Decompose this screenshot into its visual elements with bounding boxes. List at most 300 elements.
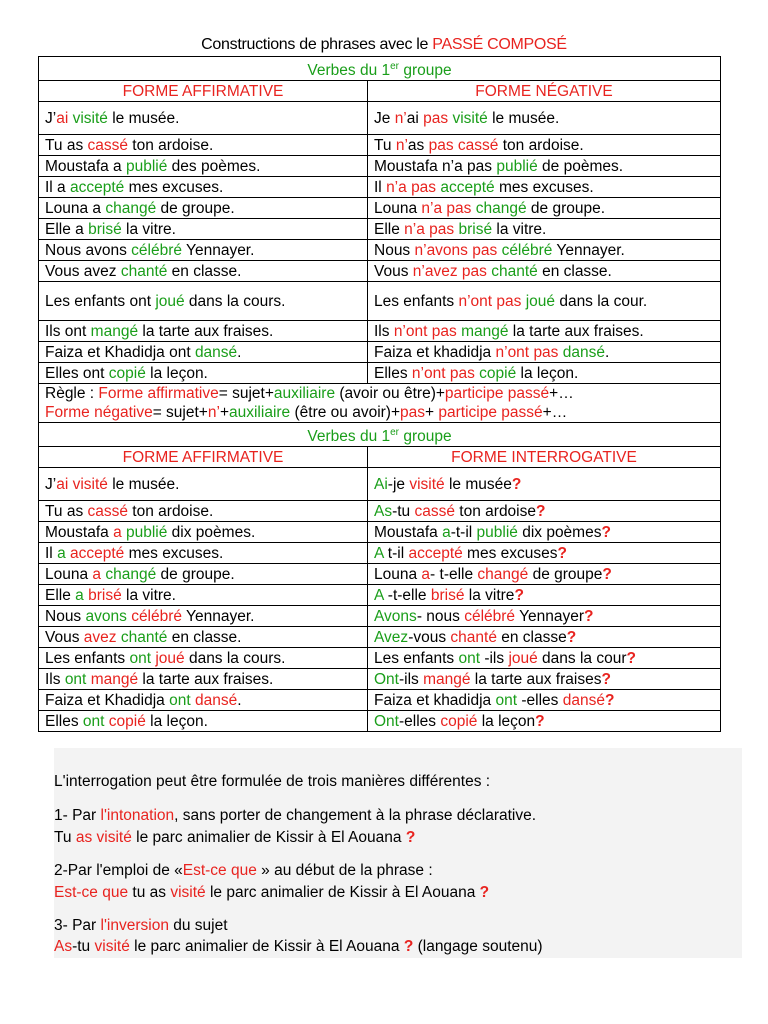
text-segment: Moustafa a [45, 157, 126, 175]
text-segment: la tarte aux fraises. [138, 670, 274, 688]
text-segment: a [75, 586, 84, 604]
text-segment: Yennayer [515, 607, 585, 625]
text-segment: mangé [90, 322, 139, 340]
negative-row [39, 177, 721, 198]
text-segment: des poèmes. [167, 157, 261, 175]
text-segment: dansé [194, 343, 238, 361]
col-header-negative: FORME NÉGATIVE [368, 81, 721, 102]
text-segment: a [113, 523, 122, 541]
negative-cell-right [368, 261, 721, 282]
text-segment: pas [449, 364, 475, 382]
text-segment: ont [169, 691, 191, 709]
interrogative-cell-left [39, 585, 368, 606]
interrogative-cell-left [39, 606, 368, 627]
text-segment: publié [126, 157, 168, 175]
page-title: Constructions de phrases avec le PASSÉ COMPOSÉ [201, 36, 567, 53]
text-segment: Ont [374, 670, 399, 688]
text-segment: Forme négative [45, 404, 153, 422]
interrogative-cell-left [39, 690, 368, 711]
text-segment: célébré [501, 241, 553, 259]
text-segment: Nous [45, 607, 86, 625]
text-segment: Louna [374, 565, 422, 583]
text-segment: accepté [440, 178, 495, 196]
note-p1-example [54, 828, 415, 848]
interrogative-cell-left [39, 468, 368, 501]
text-segment: Les enfants ont [45, 292, 156, 310]
text-segment: 1- Par [54, 807, 101, 824]
section-heading: Verbes du 1er groupe [39, 423, 721, 447]
text-segment: publié [126, 523, 168, 541]
text-segment: Elles ont [45, 364, 109, 382]
text-segment: n’ [207, 404, 220, 422]
text-segment: Elle [374, 220, 405, 238]
text-segment: n’ [394, 109, 407, 127]
interrogative-cell-left [39, 522, 368, 543]
text-segment: Nous avons [45, 241, 132, 259]
text-segment: A [374, 544, 384, 562]
text-segment: cassé [87, 136, 128, 154]
text-segment: changé [477, 565, 529, 583]
negative-cell-left [39, 135, 368, 156]
text-segment: -elles [517, 691, 563, 709]
text-segment: de groupe [528, 565, 603, 583]
negative-cell-left [39, 282, 368, 321]
negative-cell-right [368, 177, 721, 198]
text-segment: joué [525, 292, 556, 310]
interrogative-row [39, 690, 721, 711]
text-segment: Moustafa [374, 523, 443, 541]
text-segment: ? [536, 502, 546, 520]
text-segment: chanté [450, 628, 497, 646]
text-segment: visité [94, 938, 130, 955]
interrogative-cell-right [368, 669, 721, 690]
column-headers [39, 447, 721, 468]
text-segment: l'inversion [100, 917, 169, 934]
text-segment: joué [155, 649, 185, 667]
text-segment: Elles [374, 364, 412, 382]
interrogative-cell-right [368, 564, 721, 585]
text-segment: = sujet+ [152, 404, 208, 422]
text-segment: la tarte aux fraises. [138, 322, 274, 340]
text-segment: , sans porter de changement à la phrase déclarative. [174, 807, 537, 824]
interrogative-cell-left [39, 627, 368, 648]
text-segment: pas [496, 292, 522, 310]
text-segment: visité [72, 475, 108, 493]
note-p2-title [54, 861, 433, 881]
text-segment: copié [479, 364, 517, 382]
text-segment: + [425, 404, 439, 422]
text-segment: Règle : [45, 385, 99, 403]
text-segment: le parc animalier de Kissir à El Aouana [129, 938, 404, 955]
interrogative-cell-right [368, 711, 721, 732]
text-segment: Tu as [45, 136, 88, 154]
text-segment: L'interrogation peut être formulée de trois manières différentes : [54, 773, 491, 790]
text-segment: ton ardoise. [128, 136, 214, 154]
text-segment: la leçon. [145, 364, 208, 382]
text-segment: brisé [88, 220, 122, 238]
text-segment: en classe. [167, 628, 242, 646]
interrogative-row [39, 606, 721, 627]
text-segment: a [57, 544, 66, 562]
text-segment: Faiza et Khadidja ont [45, 343, 195, 361]
text-segment: ai [56, 475, 69, 493]
negative-cell-left [39, 198, 368, 219]
negative-cell-left [39, 240, 368, 261]
text-segment: visité [452, 109, 488, 127]
text-segment: n’avez [412, 262, 458, 280]
text-segment: cassé [457, 136, 499, 154]
text-segment: ont [495, 691, 518, 709]
text-segment: dix poèmes [517, 523, 602, 541]
text-segment: ont [129, 649, 152, 667]
text-segment: Tu as [45, 502, 88, 520]
interrogative-cell-right [368, 606, 721, 627]
negative-cell-right [368, 156, 721, 177]
negative-cell-left [39, 342, 368, 363]
negative-row [39, 219, 721, 240]
text-segment: la vitre. [492, 220, 547, 238]
text-segment: n’a [421, 199, 443, 217]
text-segment: visité [170, 884, 206, 901]
text-segment: - nous [416, 607, 465, 625]
text-segment: Ils [374, 322, 394, 340]
text-segment: participe passé [438, 404, 543, 422]
text-segment: ? [626, 649, 636, 667]
text-segment: avons [85, 607, 127, 625]
negative-row [39, 102, 721, 135]
text-segment: - t-elle [430, 565, 478, 583]
text-segment: de poèmes. [537, 157, 624, 175]
text-segment: 2-Par l'emploi de « [54, 862, 183, 879]
note-p1-title [54, 806, 536, 826]
text-segment: mes excuses. [494, 178, 594, 196]
negative-cell-left [39, 219, 368, 240]
text-segment: la leçon. [516, 364, 579, 382]
text-segment: ? [557, 544, 567, 562]
negative-row [39, 342, 721, 363]
text-segment: copié [108, 712, 146, 730]
text-segment: ont [64, 670, 87, 688]
text-segment: célébré [131, 607, 183, 625]
rule-line-affirmative [45, 384, 714, 403]
text-segment: ? [405, 829, 416, 846]
interrogative-row [39, 468, 721, 501]
interrogative-row [39, 585, 721, 606]
negative-cell-right [368, 219, 721, 240]
text-segment: Moustafa n’a pas [374, 157, 497, 175]
text-segment: n’ont [458, 292, 493, 310]
text-segment: Vous [374, 262, 413, 280]
negative-row [39, 261, 721, 282]
negative-cell-left [39, 102, 368, 135]
text-segment: joué [508, 649, 538, 667]
text-segment: n’ont [495, 343, 530, 361]
text-segment: célébré [464, 607, 516, 625]
text-segment: Elle a [45, 220, 89, 238]
text-segment: Est-ce que [182, 862, 257, 879]
text-segment: pas [429, 220, 455, 238]
text-segment: visité [72, 109, 108, 127]
col-header-affirmative: FORME AFFIRMATIVE [39, 81, 368, 102]
text-segment: Il a [45, 178, 70, 196]
negative-cell-right [368, 102, 721, 135]
text-segment: (avoir ou être)+ [335, 385, 445, 403]
text-segment: dans la cour. [555, 292, 648, 310]
text-segment: ? [604, 691, 615, 709]
text-segment: -ils [398, 670, 424, 688]
text-segment: brisé [430, 586, 465, 604]
text-segment: Faiza et Khadidja [45, 691, 170, 709]
text-segment: J’ [45, 475, 57, 493]
interrogative-row [39, 627, 721, 648]
text-segment: . [604, 343, 610, 361]
negative-row [39, 363, 721, 384]
text-segment: As [54, 938, 73, 955]
text-segment: en classe. [537, 262, 612, 280]
interrogative-cell-left [39, 501, 368, 522]
text-segment: -tu [72, 938, 95, 955]
text-segment: ? [584, 607, 594, 625]
text-segment: pas [472, 241, 498, 259]
text-segment: as visité [75, 829, 132, 846]
text-segment: Ai [374, 475, 388, 493]
interrogative-row [39, 711, 721, 732]
text-segment: ? [511, 475, 522, 493]
text-segment: (être ou avoir)+ [290, 404, 401, 422]
text-segment: mangé [461, 322, 509, 340]
text-segment: As [374, 502, 393, 520]
text-segment: Yennayer. [552, 241, 625, 259]
text-segment: mangé [90, 670, 139, 688]
text-segment: n’ont [411, 364, 446, 382]
interrogative-cell-right [368, 690, 721, 711]
text-segment: -t-elle [383, 586, 431, 604]
text-segment: dix poèmes. [167, 523, 256, 541]
text-segment: -tu [392, 502, 415, 520]
text-segment: n’a [386, 178, 407, 196]
text-segment: Faiza et khadidja [374, 343, 496, 361]
text-segment: +… [549, 385, 574, 403]
text-segment: le musée. [487, 109, 560, 127]
text-segment: dans la cour [537, 649, 627, 667]
interrogative-cell-left [39, 648, 368, 669]
text-segment: copié [108, 364, 146, 382]
text-segment: Yennayer. [182, 607, 255, 625]
text-segment: pas [423, 109, 449, 127]
text-segment: ton ardoise [455, 502, 536, 520]
text-segment: en classe. [167, 262, 242, 280]
text-segment: + [219, 404, 229, 422]
col-header-affirmative: FORME AFFIRMATIVE [39, 447, 368, 468]
text-segment: mes excuses [462, 544, 558, 562]
interrogative-cell-right [368, 627, 721, 648]
text-segment: changé [105, 565, 157, 583]
text-segment: le parc animalier de Kissir à El Aouana [131, 829, 406, 846]
text-segment: Ont [374, 712, 399, 730]
text-segment: ? [514, 586, 524, 604]
text-segment: ? [601, 523, 611, 541]
text-segment: auxiliaire [273, 385, 336, 403]
text-segment: ai [406, 109, 424, 127]
negative-row [39, 240, 721, 261]
text-segment: chanté [491, 262, 538, 280]
text-segment: le musée [444, 475, 512, 493]
text-segment: Elle [45, 586, 76, 604]
text-segment: -t-il [450, 523, 477, 541]
text-segment: ? [602, 565, 612, 583]
text-segment: ? [479, 884, 490, 901]
text-segment: » au début de la phrase : [256, 862, 433, 879]
text-segment: Les enfants [45, 649, 130, 667]
negative-cell-left [39, 321, 368, 342]
interrogative-cell-right [368, 522, 721, 543]
text-segment: pas [400, 404, 426, 422]
text-segment: Il [374, 178, 387, 196]
text-segment: la tarte aux fraises. [508, 322, 644, 340]
negative-cell-left [39, 261, 368, 282]
text-segment: Avez [374, 628, 409, 646]
negative-cell-right [368, 135, 721, 156]
interrogative-cell-right [368, 648, 721, 669]
text-segment: Vous [45, 628, 84, 646]
text-segment: Les enfants [374, 649, 459, 667]
interrogative-cell-left [39, 669, 368, 690]
text-segment: = sujet+ [218, 385, 274, 403]
note-p3-title [54, 916, 228, 936]
text-segment: Ils ont [45, 322, 91, 340]
interrogative-row [39, 564, 721, 585]
interrogative-cell-right [368, 468, 721, 501]
negative-cell-right [368, 198, 721, 219]
text-segment: de groupe. [156, 199, 235, 217]
text-segment: cassé [414, 502, 455, 520]
text-segment: brisé [458, 220, 493, 238]
note-p2-example [54, 883, 489, 903]
negative-cell-left [39, 177, 368, 198]
negative-cell-left [39, 156, 368, 177]
text-segment: Elles [45, 712, 83, 730]
text-segment: chanté [120, 628, 168, 646]
text-segment: accepté [408, 544, 463, 562]
text-segment: cassé [87, 502, 128, 520]
text-segment: as [407, 136, 429, 154]
interrogative-row [39, 543, 721, 564]
text-segment: (langage soutenu) [413, 938, 543, 955]
text-segment: dansé [194, 691, 238, 709]
interrogative-row [39, 522, 721, 543]
text-segment: dans la cours. [184, 649, 286, 667]
interrogation-note [54, 748, 742, 958]
text-segment: copié [440, 712, 478, 730]
text-segment: -vous [408, 628, 451, 646]
text-segment: Je [374, 109, 395, 127]
negative-row [39, 321, 721, 342]
text-segment: Nous [374, 241, 415, 259]
text-segment: -ils [480, 649, 509, 667]
text-segment: brisé [88, 586, 122, 604]
text-segment: ? [403, 938, 414, 955]
text-segment: de groupe. [526, 199, 606, 217]
text-segment: la leçon. [145, 712, 208, 730]
interrogative-cell-left [39, 711, 368, 732]
text-segment: -elles [398, 712, 441, 730]
text-segment: Vous avez [45, 262, 121, 280]
grammar-rule [39, 384, 721, 423]
negative-row [39, 282, 721, 321]
text-segment: Faiza et khadidja [374, 691, 496, 709]
rule-row [39, 384, 721, 423]
text-segment: le parc animalier de Kissir à El Aouana [205, 884, 480, 901]
text-segment: ai [56, 109, 69, 127]
text-segment: Louna [374, 199, 422, 217]
text-segment: -je [387, 475, 410, 493]
text-segment: Il [45, 544, 58, 562]
text-segment: joué [155, 292, 185, 310]
text-segment: la vitre. [121, 586, 176, 604]
text-segment: ton ardoise. [498, 136, 584, 154]
text-segment: publié [476, 523, 518, 541]
text-segment: ton ardoise. [128, 502, 214, 520]
interrogative-row [39, 648, 721, 669]
negative-cell-right [368, 240, 721, 261]
conjugation-table [38, 56, 721, 732]
text-segment: changé [475, 199, 527, 217]
text-segment: pas [533, 343, 559, 361]
text-segment: pas [461, 262, 487, 280]
col-header-interrogative: FORME INTERROGATIVE [368, 447, 721, 468]
text-segment: visité [409, 475, 445, 493]
text-segment: n’avons [414, 241, 468, 259]
text-segment: pas [411, 178, 437, 196]
text-segment: a [92, 565, 102, 583]
text-segment: chanté [120, 262, 168, 280]
text-segment: participe passé [444, 385, 550, 403]
text-segment: la vitre. [121, 220, 176, 238]
interrogative-cell-left [39, 564, 368, 585]
interrogative-cell-left [39, 543, 368, 564]
text-segment: pas [428, 136, 454, 154]
text-segment: auxiliaire [229, 404, 291, 422]
text-segment: ont [82, 712, 105, 730]
text-segment: en classe [496, 628, 567, 646]
text-segment: ? [601, 670, 611, 688]
text-segment: l'intonation [100, 807, 175, 824]
rule-line-negative [45, 403, 714, 422]
text-segment: +… [542, 404, 568, 422]
interrogative-cell-right [368, 585, 721, 606]
column-headers [39, 81, 721, 102]
text-segment: . [237, 691, 242, 709]
text-segment: pas [431, 322, 457, 340]
text-segment: accepté [70, 544, 125, 562]
text-segment: la leçon [477, 712, 536, 730]
text-segment: de groupe. [156, 565, 235, 583]
interrogative-row [39, 501, 721, 522]
text-segment: Louna a [45, 199, 106, 217]
negative-cell-left [39, 363, 368, 384]
text-segment: a [421, 565, 431, 583]
text-segment: la tarte aux fraises [470, 670, 602, 688]
text-segment: n’ont [393, 322, 428, 340]
text-segment: 3- Par [54, 917, 101, 934]
text-segment: Les enfants [374, 292, 459, 310]
text-segment: changé [105, 199, 157, 217]
text-segment: A [374, 586, 384, 604]
text-segment: Est-ce que [54, 884, 129, 901]
text-segment: n’ [395, 136, 408, 154]
negative-cell-right [368, 282, 721, 321]
text-segment: Ils [45, 670, 65, 688]
